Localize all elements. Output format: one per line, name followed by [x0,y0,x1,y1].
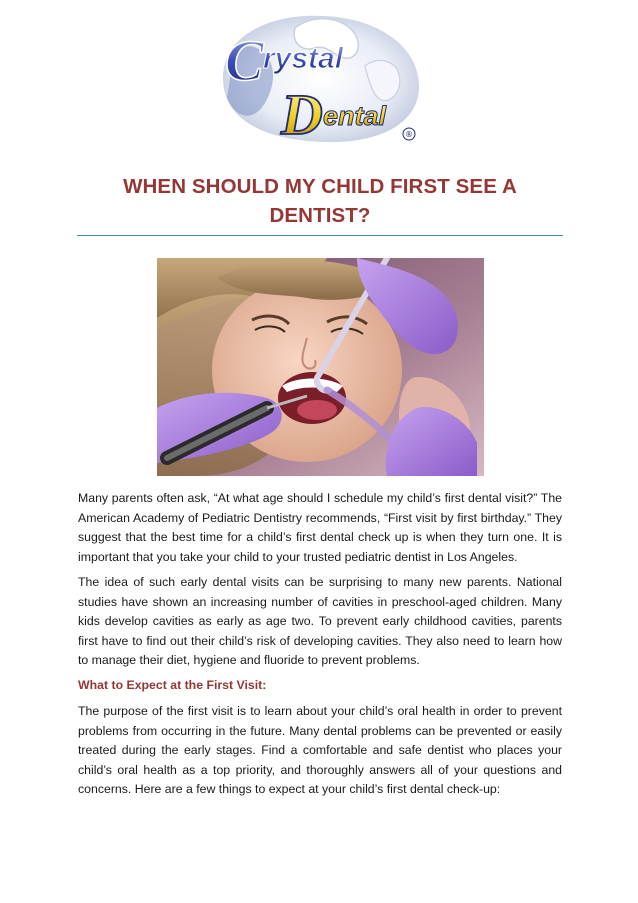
first-visit-paragraph: The purpose of the first visit is to learn about your child’s oral health in order to prevent problems from occurring in the future. Many dental problems can be prevented or easily treated during the early stages. Find a comfortable and safe dentist who places your child’s oral health as a top priority, and thoroughly answers all of your questions and concerns. Here are a few things to expect at your child’s first dental check-up: [78,704,562,797]
child-dentist-photo [157,258,484,476]
crystal-dental-logo [205,8,431,148]
title-divider [77,235,563,236]
logo-letter-d: D [281,82,323,147]
page-title: WHEN SHOULD MY CHILD FIRST SEE A DENTIST? [123,175,517,227]
logo-graphic [205,8,431,148]
logo-word-ental: ental [323,101,387,131]
logo-word-rystal: rystal [263,42,344,75]
early-visits-paragraph: The idea of such early dental visits can be surprising to many new parents. National studies have shown an increasing number of cavities in preschool-aged children. Many kids develop cavities as early as age two. To prevent early childhood cavities, parents first have to find out their child’s risk of developing cavities. They also need to learn how to manage their diet, hygiene and fluoride to prevent problems. [78,575,562,668]
photo-illustration [157,258,484,476]
intro-paragraph: Many parents often ask, “At what age should I schedule my child’s first dental visit?” The American Academy of Pediatric Dentistry recommends, “First visit by first birthday.” They suggest that the best time for a child’s first dental check up is when they turn one. It is important that you take your child to your trusted pediatric dentist in Los Angeles. [78,491,562,564]
logo-letter-c: C [225,28,264,93]
first-visit-subheading: What to Expect at the First Visit: [78,678,267,692]
registered-mark: ® [405,130,413,139]
